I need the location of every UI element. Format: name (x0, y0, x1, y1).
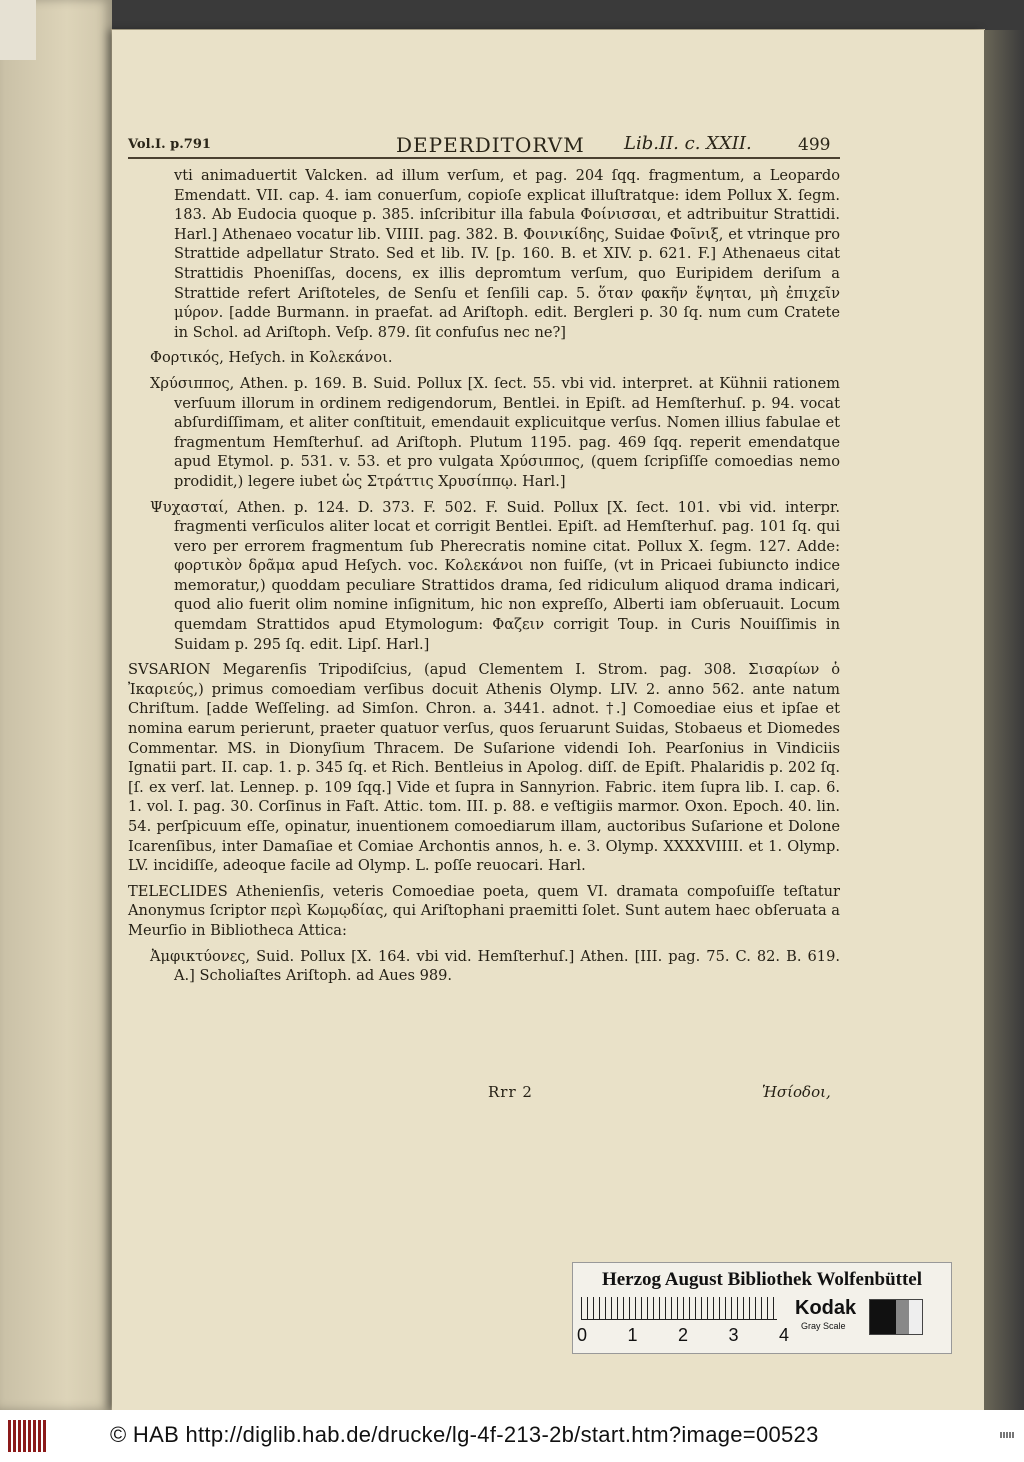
section-reference: Lib.II. c. XXII. (624, 133, 752, 154)
page-text (128, 166, 840, 992)
running-title: DEPERDITORVM (396, 133, 585, 157)
scale-number: 2 (677, 1325, 688, 1345)
entry-amphiktyones: Ἀμφικτύονες, Suid. Pollux [X. 164. vbi vid. Hemſterhuſ.] Athen. [III. pag. 75. C. 82. B. 619. A.] Scholiaſtes Ariſtoph. ad Aues 989. (150, 947, 840, 985)
gray-swatch (869, 1299, 923, 1335)
library-scale-label (572, 1262, 952, 1354)
page-shadow (984, 30, 1024, 1410)
gray-scale-caption: Gray Scale (801, 1321, 846, 1331)
catchword: Ἡσίοδοι, (762, 1083, 831, 1101)
kodak-logo: Kodak (795, 1297, 857, 1319)
hab-logo-icon (8, 1420, 48, 1452)
entry-chrysippos: Χρύσιππος, Athen. p. 169. B. Suid. Pollux [X. ſect. 55. vbi vid. interpret. at Kühnii rationem verſuum illorum in ordinem redigendorum, Bentlei. in Epiſt. ad Hemſterhuſ. p. 94. vocat abſurdiſſimam, et aliter conſtituit, emendauit explicuitque verſus. Nomen illius fabulae et fragmentum Hemſterhuſ. ad Ariſtoph. Plutum 1195. pag. 469 ſqq. reperit emendatque apud Etymol. p. 531. v. 53. et pro vulgata Χρύσιππος, (quem ſcripſiſſe comoedias nemo prodidit,) legere iubet ὡς Στράττις Χρυσίππῳ. Harl.] (150, 374, 840, 490)
mini-barcode-icon (1000, 1432, 1014, 1438)
paragraph-continuation: vti animaduertit Valcken. ad illum verſum, et pag. 204 ſqq. fragmentum, a Leopardo Emendatt. VII. cap. 4. iam conuerſum, copioſe explicat illuſtratque: idem Pollux X. ſegm. 183. Ab Eudocia quoque p. 385. inſcribitur illa fabula Φοίνισσαι, et adtribuitur Strattidi. Harl.] Athenaeo vocatur lib. VIIII. pag. 382. B. Φοινικίδης, Suidae Φοῖνιξ, et vtrinque pro Strattide adpellatur Strato. Sed et lib. IV. [p. 160. B. et XIV. p. 621. F.] Athenaeus citat Strattidis Phoeniſſas, docens, ex illis depromtum verſum, quo Euripidem deriſum a Strattide refert Ariſtoteles, de Senſu et ſenſili cap. 5. ὅταν φακῆν ἕψηται, μὴ ἐπιχεῖν μύρον. [adde Burmann. in praefat. ad Ariſtoph. edit. Bergleri p. 30 ſq. num cum Cratete in Schol. ad Ariſtoph. Veſp. 879. ſit confuſus nec ne?] (174, 167, 840, 341)
scale-number: 0 (577, 1325, 588, 1345)
copyright-url[interactable]: © HAB http://diglib.hab.de/drucke/lg-4f-213-2b/start.htm?image=00523 (110, 1422, 819, 1447)
facing-page-edge (0, 0, 112, 1410)
entry-susarion: SVSARION Megarenſis Tripodiſcius, (apud Clementem I. Strom. pag. 308. Σισαρίων ὁ Ἰκαριεύς,) primus comoediam verſibus docuit Athenis Olymp. LIV. 2. anno 562. ante natum Chriſtum. [adde Weſſeling. ad Simſon. Chron. a. 3441. adnot. †.] Comoediae eius et ipſae et nomina earum perierunt, praeter quatuor verſus, quos ſeruarunt Suidas, Stobaeus et Diomedes Commentar. MS. in Dionyſium Thracem. De Suſarione videndi Ioh. Pearſonius in Vindiciis Ignatii part. II. cap. 1. p. 345 ſq. et Rich. Bentleius in Apolog. diſſ. de Epiſt. Phalaridis p. 202 ſq. [ſ. ex verſ. lat. Lennep. p. 109 ſqq.] Vide et ſupra in Sannyrion. Fabric. item ſupra lib. I. cap. 6. 1. vol. I. pag. 30. Corſinus in Faſt. Attic. tom. III. p. 88. e veſtigiis marmor. Oxon. Epoch. 40. lin. 54. perſpicuum eſſe, opinatur, inuentionem comoediarum illam, auctoribus Suſarione et Dolone Icarenſibus, inter Damaſiae et Comiae Archontis annos, h. e. 3. Olymp. XXXXVIIII. et 1. Olymp. LV. incidiſſe, adeoque facile ad Olymp. L. poſſe reuocari. Harl. (128, 661, 840, 875)
header-rule (128, 157, 840, 159)
running-header (128, 133, 840, 157)
page-number: 499 (798, 135, 831, 155)
scan-margin (0, 0, 36, 60)
ruler-scale (581, 1297, 777, 1320)
scale-number: 3 (728, 1325, 739, 1345)
entry-psychastai: Ψυχασταί, Athen. p. 124. D. 373. F. 502. F. Suid. Pollux [X. ſect. 101. vbi vid. interpr. fragmenti verſiculos aliter locat et corrigit Bentlei. Epiſt. ad Hemſterhuſ. pag. 101 ſq. qui vero per errorem fragmentum ſub Pherecratis nomine citat. Pollux X. ſegm. 127. Adde: φορτικὸν δρᾶμα apud Heſych. voc. Κολεκάνοι non fuiſſe, (vt in Pricaei ſubiuncto indice memoratur,) quoddam peculiare Strattidos drama, ſed ridiculum aliquod drama indicari, quod alio fuerit olim nomine inſignitum, hic non expreſſo, Alberti iam obſeruauit. Locum quemdam Strattidos apud Etymologum: Φαζειν corrigit Toup. in Curis Nouiſſimis in Suidam p. 295 ſq. edit. Lipſ. Harl.] (150, 498, 840, 653)
scale-number: 4 (778, 1325, 789, 1345)
entry-teleclides: TELECLIDES Athenienſis, veteris Comoediae poeta, quem VI. dramata compoſuiſſe teſtatur Anonymus ſcriptor περὶ Κωμῳδίας, qui Ariſtophani praemitti ſolet. Sunt autem haec obſeruata a Meurſio in Bibliotheca Attica: (128, 882, 840, 939)
library-name: Herzog August Bibliothek Wolfenbüttel (601, 1269, 923, 1290)
volume-reference: Vol.I. p.791 (128, 137, 211, 152)
scale-number: 1 (627, 1325, 638, 1345)
scale-numbers (577, 1325, 789, 1346)
signature-mark: Rrr 2 (488, 1083, 533, 1101)
entry-phortikos: Φορτικός, Heſych. in Κολεκάνοι. (150, 349, 393, 367)
footer-bar (0, 1410, 1024, 1462)
